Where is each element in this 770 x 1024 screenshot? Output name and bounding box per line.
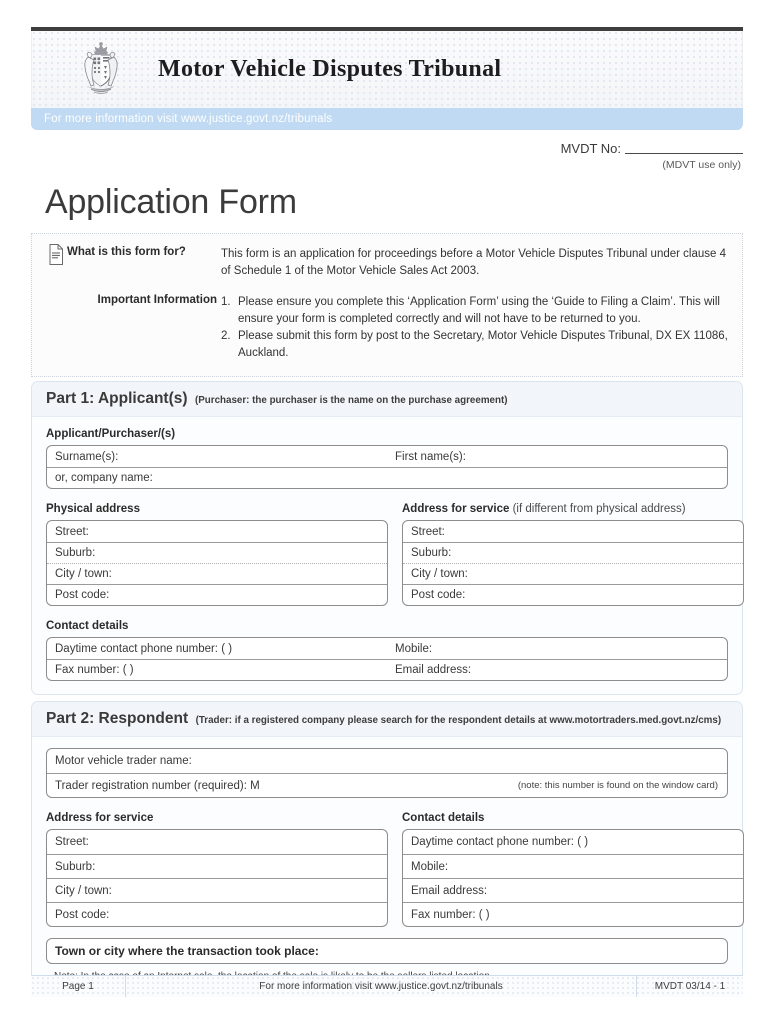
list-item bbox=[221, 294, 728, 328]
company-name-field[interactable]: or, company name: bbox=[55, 472, 153, 484]
part-1-section bbox=[31, 381, 743, 695]
footer-form-code: MVDT 03/14 - 1 bbox=[636, 976, 743, 997]
mvdt-number-block bbox=[413, 141, 743, 171]
what-is-this-form-label-cell bbox=[46, 246, 221, 266]
service-address-fieldbox bbox=[402, 520, 744, 606]
respondent-fax-field[interactable]: Fax number: ( ) bbox=[411, 908, 490, 921]
physical-address-fieldbox bbox=[46, 520, 388, 606]
part-1-header bbox=[32, 382, 742, 417]
list-item-text: Please ensure you complete this ‘Application Form’ using the ‘Guide to Filing a Claim’. This will ensure your form is completed correctly and will not have to be returned to you. bbox=[238, 296, 720, 325]
transaction-location-fieldbox bbox=[46, 938, 728, 964]
trader-fieldbox bbox=[46, 748, 728, 798]
mvdt-number-line bbox=[413, 141, 743, 156]
page-title: Application Form bbox=[45, 183, 297, 221]
physical-street-field[interactable]: Street: bbox=[55, 525, 89, 538]
service-address-note: (if different from physical address) bbox=[512, 503, 686, 515]
what-is-this-form-text: This form is an application for proceedings before a Motor Vehicle Disputes Tribunal under clause 4 of Schedule 1 of the Motor Vehicle Sales Act 2003. bbox=[221, 248, 726, 277]
list-item-text: Please submit this form by post to the Secretary, Motor Vehicle Disputes Tribunal, DX EX 11086, Auckland. bbox=[238, 330, 728, 359]
trader-registration-row bbox=[47, 773, 727, 797]
address-row bbox=[403, 584, 743, 605]
applicant-group-label: Applicant/Purchaser/(s) bbox=[46, 428, 176, 440]
part-1-title: Part 1: Applicant(s) bbox=[46, 390, 188, 407]
masthead-band bbox=[31, 31, 743, 108]
contact-row bbox=[47, 638, 727, 659]
important-information-label: Important Information bbox=[97, 294, 217, 306]
respondent-contact-fieldbox bbox=[402, 829, 744, 927]
mvdt-number-label: MVDT No: bbox=[560, 141, 621, 156]
contact-row bbox=[403, 830, 743, 854]
applicant-contact-label: Contact details bbox=[46, 620, 129, 632]
page-footer bbox=[31, 975, 743, 997]
transaction-location-field[interactable]: Town or city where the transaction took place: bbox=[55, 944, 319, 958]
applicant-name-fieldbox bbox=[46, 445, 728, 489]
respondent-street-field[interactable]: Street: bbox=[55, 836, 89, 848]
transaction-location-row bbox=[47, 939, 727, 963]
list-item-number: 1. bbox=[221, 296, 231, 308]
applicant-fax-field[interactable]: Fax number: ( ) bbox=[55, 664, 134, 676]
part-2-columns bbox=[46, 812, 728, 927]
list-item bbox=[221, 328, 728, 362]
organisation-title: Motor Vehicle Disputes Tribunal bbox=[158, 56, 502, 82]
address-row bbox=[47, 521, 387, 542]
service-address-label-text: Address for service bbox=[402, 503, 510, 515]
respondent-address-fieldbox bbox=[46, 829, 388, 927]
surname-field[interactable]: Surname(s): bbox=[55, 450, 119, 463]
address-row bbox=[47, 830, 387, 854]
applicant-email-field[interactable]: Email address: bbox=[395, 664, 472, 676]
part-1-note: (Purchaser: the purchaser is the name on the purchase agreement) bbox=[194, 395, 508, 406]
physical-address-column bbox=[46, 503, 388, 606]
physical-suburb-field[interactable]: Suburb: bbox=[55, 547, 96, 559]
important-information-row bbox=[46, 294, 728, 362]
physical-city-field[interactable]: City / town: bbox=[55, 568, 112, 580]
company-name-row bbox=[47, 467, 727, 488]
part-2-header bbox=[32, 702, 742, 737]
respondent-contact-column bbox=[402, 812, 744, 927]
contact-row bbox=[403, 902, 743, 926]
first-name-field[interactable]: First name(s): bbox=[395, 450, 466, 463]
address-row bbox=[403, 542, 743, 563]
important-information-text-cell bbox=[221, 294, 728, 362]
respondent-contact-label: Contact details bbox=[402, 812, 485, 824]
what-is-this-form-row bbox=[46, 246, 728, 280]
service-postcode-field[interactable]: Post code: bbox=[411, 589, 466, 601]
physical-address-label: Physical address bbox=[46, 503, 140, 515]
trader-registration-note: (note: this number is found on the window card) bbox=[517, 780, 718, 791]
applicant-daytime-phone-field[interactable]: Daytime contact phone number: ( ) bbox=[55, 642, 233, 655]
service-suburb-field[interactable]: Suburb: bbox=[411, 547, 452, 559]
header-info-banner bbox=[31, 108, 743, 130]
address-row bbox=[403, 563, 743, 584]
respondent-postcode-field[interactable]: Post code: bbox=[55, 908, 110, 921]
header-banner-text: For more information visit www.justice.govt.nz/tribunals bbox=[44, 113, 333, 125]
important-information-list bbox=[221, 294, 728, 362]
mvdt-usage-note: (MDVT use only) bbox=[662, 159, 741, 171]
address-row bbox=[403, 521, 743, 542]
respondent-suburb-field[interactable]: Suburb: bbox=[55, 860, 96, 873]
mvdt-number-input[interactable] bbox=[625, 153, 743, 154]
contact-row bbox=[47, 659, 727, 680]
masthead bbox=[31, 27, 743, 130]
part-2-section bbox=[31, 701, 743, 996]
part-2-title: Part 2: Respondent bbox=[46, 710, 189, 727]
part-1-address-columns bbox=[46, 503, 728, 606]
document-icon bbox=[46, 243, 65, 266]
what-is-this-form-text-cell bbox=[221, 246, 728, 280]
respondent-city-field[interactable]: City / town: bbox=[55, 884, 112, 897]
physical-postcode-field[interactable]: Post code: bbox=[55, 589, 110, 601]
respondent-email-field[interactable]: Email address: bbox=[411, 884, 488, 897]
address-row bbox=[47, 878, 387, 902]
service-city-field[interactable]: City / town: bbox=[411, 568, 468, 580]
respondent-address-column bbox=[46, 812, 388, 927]
important-information-label-cell bbox=[46, 294, 221, 306]
applicant-mobile-field[interactable]: Mobile: bbox=[395, 642, 433, 655]
list-item-number: 2. bbox=[221, 330, 231, 342]
address-row bbox=[47, 542, 387, 563]
service-address-column bbox=[402, 503, 744, 606]
footer-info-text: For more information visit www.justice.govt.nz/tribunals bbox=[259, 981, 503, 992]
part-2-note: (Trader: if a registered company please search for the respondent details at www.motortraders.med.govt.nz/cms) bbox=[195, 715, 722, 726]
contact-row bbox=[403, 854, 743, 878]
respondent-mobile-field[interactable]: Mobile: bbox=[411, 860, 449, 873]
footer-page-number: Page 1 bbox=[31, 976, 126, 997]
form-purpose-panel bbox=[31, 233, 743, 377]
applicant-contact-fieldbox bbox=[46, 637, 728, 681]
nz-coat-of-arms-icon bbox=[78, 41, 124, 99]
what-is-this-form-label: What is this form for? bbox=[67, 246, 186, 258]
trader-name-row bbox=[47, 749, 727, 773]
respondent-address-label: Address for service bbox=[46, 812, 154, 824]
part-2-body bbox=[32, 737, 742, 995]
address-row bbox=[47, 902, 387, 926]
address-row bbox=[47, 854, 387, 878]
part-1-body bbox=[32, 417, 742, 694]
service-street-field[interactable]: Street: bbox=[411, 525, 445, 538]
contact-row bbox=[403, 878, 743, 902]
address-row bbox=[47, 563, 387, 584]
applicant-name-row bbox=[47, 446, 727, 467]
trader-name-field[interactable]: Motor vehicle trader name: bbox=[55, 755, 192, 767]
service-address-label bbox=[402, 503, 744, 515]
address-row bbox=[47, 584, 387, 605]
respondent-daytime-phone-field[interactable]: Daytime contact phone number: ( ) bbox=[411, 836, 589, 848]
trader-registration-field[interactable]: Trader registration number (required): M bbox=[55, 779, 260, 792]
